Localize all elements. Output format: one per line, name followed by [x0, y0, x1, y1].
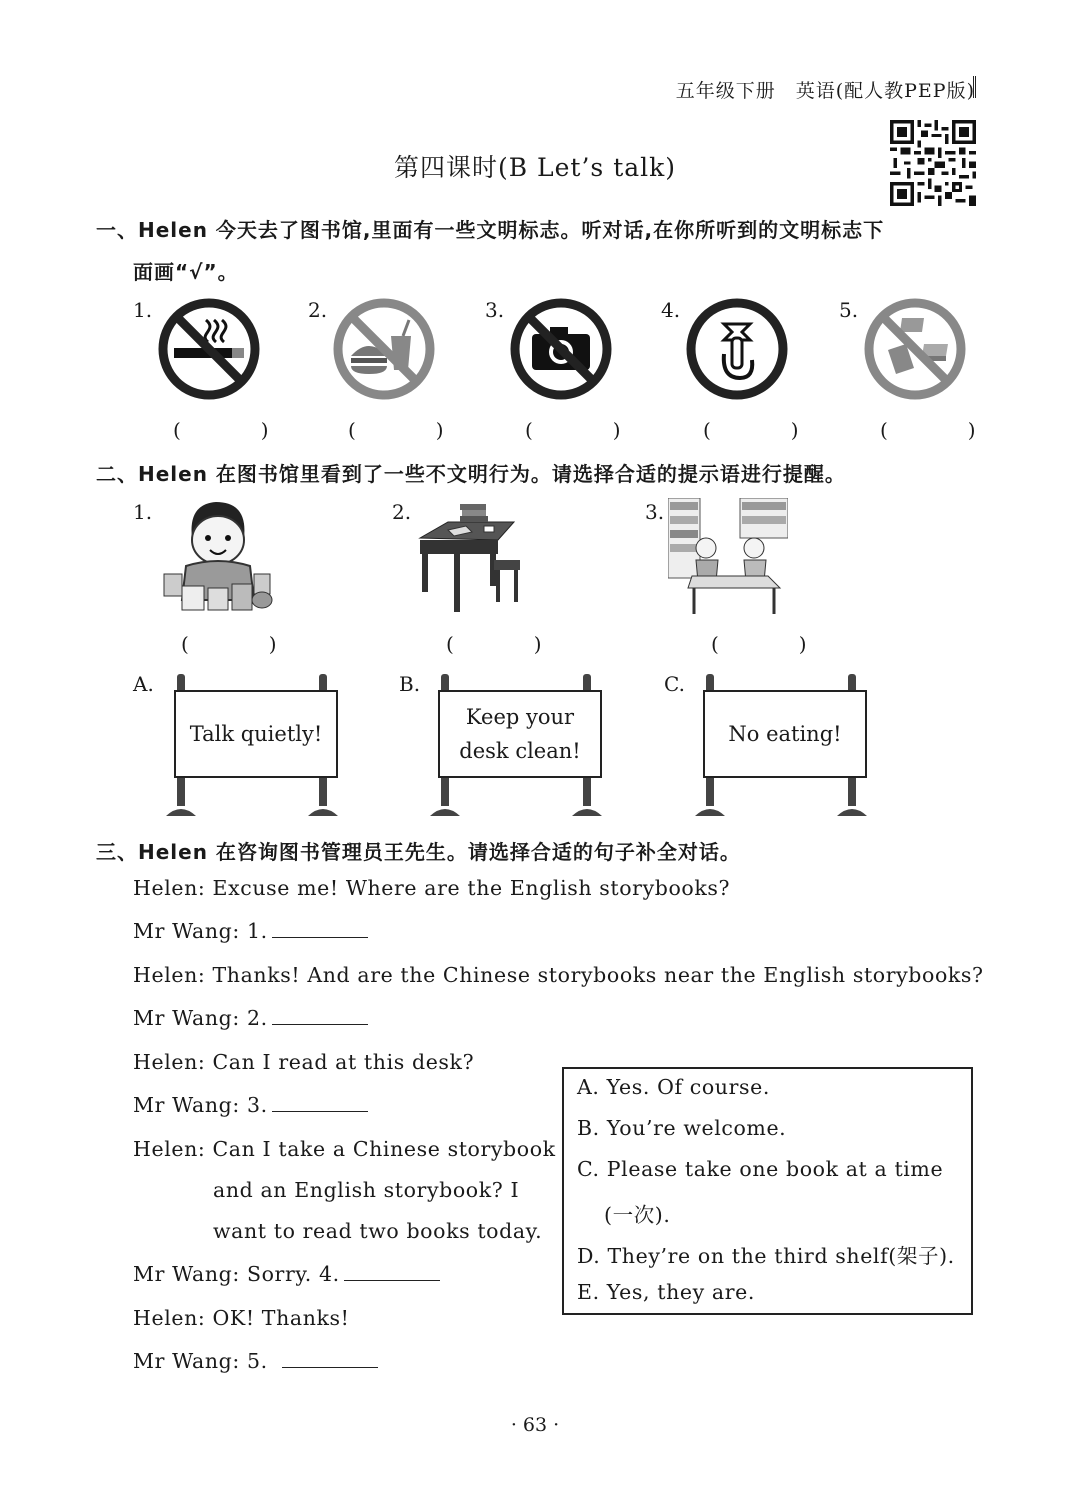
dialogue-line: Mr Wang: 3. — [133, 1093, 368, 1117]
section2-heading: 二、Helen 在图书馆里看到了一些不文明行为。请选择合适的提示语进行提醒。 — [96, 462, 846, 486]
answer-blank[interactable] — [344, 1262, 440, 1281]
answer-paren[interactable]: ( ) — [703, 418, 829, 442]
dialogue-line: Helen: Can I read at this desk? — [133, 1050, 475, 1074]
no-food-drink-icon — [331, 296, 437, 402]
running-header: 五年级下册 英语(配人教PEP版) — [675, 80, 975, 102]
lesson-title: 第四课时(B Let’s talk) — [393, 153, 677, 182]
dialogue-line: Helen: Thanks! And are the Chinese storybooks near the English storybooks? — [133, 963, 984, 987]
section3-heading: 三、Helen 在咨询图书管理员王先生。请选择合适的句子补全对话。 — [96, 840, 741, 864]
messy-desk-picture — [414, 498, 526, 614]
answer-paren[interactable]: ( ) — [348, 418, 474, 442]
option-letter: B. — [399, 672, 421, 696]
option-letter: A. — [133, 672, 154, 696]
page-number: · 63 · — [510, 1414, 560, 1436]
answer-blank[interactable] — [272, 1093, 368, 1112]
answer-paren[interactable]: ( ) — [711, 632, 837, 656]
sign-number: 2. — [308, 298, 328, 322]
no-camera-icon — [508, 296, 614, 402]
answer-paren[interactable]: ( ) — [446, 632, 572, 656]
dialogue-line-cont: and an English storybook? I — [213, 1178, 520, 1202]
sign-number: 3. — [485, 298, 505, 322]
options-box — [562, 1067, 973, 1315]
sign-board-keep-desk-clean — [438, 690, 602, 778]
answer-paren[interactable]: ( ) — [181, 632, 307, 656]
answer-blank[interactable] — [272, 919, 368, 938]
section1-heading-cont: 面画“√”。 — [133, 260, 239, 284]
dialogue-line: Mr Wang: 1. — [133, 919, 368, 943]
quiet-please-icon — [684, 296, 790, 402]
sign-text-line1: Keep your — [465, 705, 575, 729]
option-c-cont: (一次). — [604, 1203, 671, 1227]
sign-text-line2: desk clean! — [459, 739, 581, 763]
dialogue-line: Helen: Can I take a Chinese storybook — [133, 1137, 556, 1161]
sign-number: 4. — [661, 298, 681, 322]
answer-paren[interactable]: ( ) — [880, 418, 1006, 442]
answer-paren[interactable]: ( ) — [525, 418, 651, 442]
section1-heading: 一、Helen 今天去了图书馆,里面有一些文明标志。听对话,在你所听到的文明标志下 — [96, 218, 885, 242]
answer-blank[interactable] — [282, 1349, 378, 1368]
dialogue-line: Mr Wang: 2. — [133, 1006, 368, 1030]
dialogue-line: Mr Wang: 5. — [133, 1349, 378, 1373]
sign-number: 5. — [839, 298, 859, 322]
no-books-icon — [862, 296, 968, 402]
option-c: C. Please take one book at a time — [577, 1157, 944, 1181]
sign-text: Talk quietly! — [189, 722, 323, 746]
dialogue-line-cont: want to read two books today. — [213, 1219, 543, 1243]
option-letter: C. — [664, 672, 685, 696]
picture-number: 1. — [133, 500, 153, 524]
answer-blank[interactable] — [272, 1006, 368, 1025]
option-a: A. Yes. Of course. — [577, 1075, 770, 1099]
sign-text: No eating! — [728, 722, 842, 746]
sign-number: 1. — [133, 298, 153, 322]
picture-number: 2. — [392, 500, 412, 524]
option-d: D. They’re on the third shelf(架子). — [577, 1244, 955, 1268]
no-smoking-icon — [156, 296, 262, 402]
picture-number: 3. — [645, 500, 665, 524]
sign-board-talk-quietly — [174, 690, 338, 778]
sign-board-no-eating — [703, 690, 867, 778]
option-b: B. You’re welcome. — [577, 1116, 787, 1140]
header-bar — [973, 76, 976, 98]
children-talking-picture — [668, 498, 788, 616]
dialogue-line: Helen: Excuse me! Where are the English storybooks? — [133, 876, 731, 900]
dialogue-line: Helen: OK! Thanks! — [133, 1306, 350, 1330]
boy-eating-snacks-picture — [156, 496, 278, 614]
option-e: E. Yes, they are. — [577, 1280, 755, 1304]
answer-paren[interactable]: ( ) — [173, 418, 299, 442]
dialogue-line: Mr Wang: Sorry. 4. — [133, 1262, 440, 1286]
